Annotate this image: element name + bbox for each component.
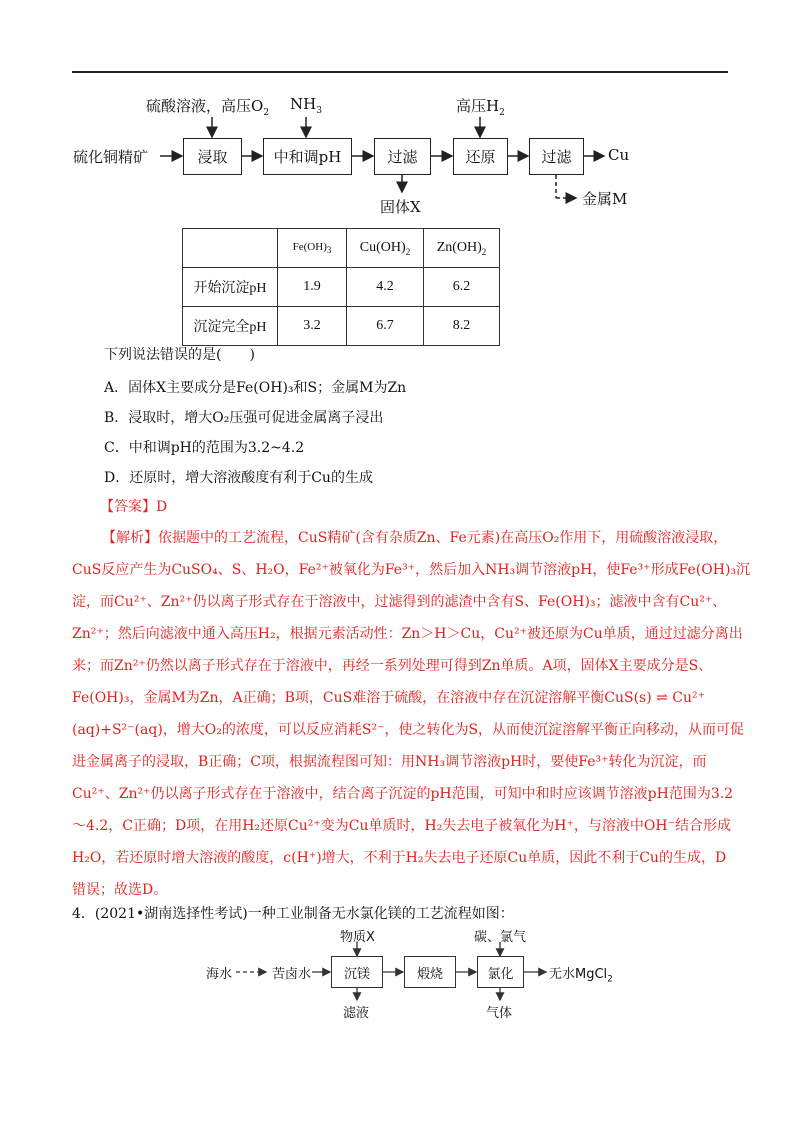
leach-input-label: 硫酸溶液，高压$O_2$ xyxy=(146,97,270,118)
analysis-line: H₂O，若还原时增大溶液的酸度，c(H⁺)增大，不利于H₂失去电子还原Cu单质，因此不利于Cu的生成，D xyxy=(72,850,727,866)
flow2-arrows xyxy=(0,920,800,1030)
step-reduce: 还原 xyxy=(453,138,508,175)
product-mgcl2-label: 无水MgCl$_2$ xyxy=(549,967,613,985)
analysis-line: CuS反应产生为CuSO₄、S、H₂O，Fe²⁺被氧化为Fe³⁺，然后加入NH₃调节溶液pH，使Fe³⁺形成Fe(OH)₃沉 xyxy=(72,562,751,578)
analysis-line: Cu²⁺、Zn²⁺仍以离子形式存在于溶液中，结合离子沉淀的pH范围，可知中和时应该调节溶液pH范围为3.2 xyxy=(72,786,734,802)
metal-m-label: 金属M xyxy=(582,190,628,208)
filtrate-label: 滤液 xyxy=(343,1006,370,1021)
step-leaching: 浸取 xyxy=(183,138,242,175)
table-cell: 4.2 xyxy=(347,268,424,307)
step-precipitate-mg: 沉镁 xyxy=(331,956,383,988)
sea-water-label: 海水 xyxy=(206,967,233,982)
option-a: A．固体X主要成分是Fe(OH)₃和S；金属M为Zn xyxy=(104,380,407,396)
table-cell: 8.2 xyxy=(424,307,500,346)
step-chlorinate: 氯化 xyxy=(477,956,524,988)
h2-input-label: 高压$H_2$ xyxy=(456,97,505,118)
product-cu-label: Cu xyxy=(608,146,630,164)
substance-x-label: 物质X xyxy=(340,930,375,945)
question-stem: 下列说法错误的是( ) xyxy=(104,347,255,363)
option-b: B．浸取时，增大O₂压强可促进金属离子浸出 xyxy=(104,410,384,426)
table-header-cell: $Zn(OH)_2$ xyxy=(424,229,500,268)
answer-label: 【答案】D xyxy=(100,499,168,515)
question-4-stem: 4．(2021•湖南选择性考试)一种工业制备无水氯化镁的工艺流程如图： xyxy=(72,906,514,922)
table-cell: 3.2 xyxy=(278,307,347,346)
nh3-input-label: $NH_3$ xyxy=(290,95,322,116)
brine-label: 苦卤水 xyxy=(272,967,312,982)
table-cell: 1.9 xyxy=(278,268,347,307)
step-filter-2: 过滤 xyxy=(529,138,584,175)
ph-table xyxy=(182,228,500,346)
raw-material-label: 硫化铜精矿 xyxy=(73,148,149,166)
table-header-cell xyxy=(183,229,278,268)
analysis-paragraph xyxy=(72,522,751,906)
table-row xyxy=(183,307,500,346)
analysis-line: 淀，而Cu²⁺、Zn²⁺仍以离子形式存在于溶液中，过滤得到的滤渣中含有S、Fe(OH)₃；滤液中含有Cu²⁺、 xyxy=(72,594,727,610)
analysis-line: Fe(OH)₃，金属M为Zn，A正确；B项，CuS难溶于硫酸，在溶液中存在沉淀溶解平衡CuS(s) ⇌ Cu²⁺ xyxy=(72,690,706,706)
analysis-line: 来；而Zn²⁺仍然以离子形式存在于溶液中，再经一系列处理可得到Zn单质。A项，固体X主要成分是S、 xyxy=(72,658,713,674)
table-header-row xyxy=(183,229,500,268)
option-d: D．还原时，增大溶液酸度有利于Cu的生成 xyxy=(104,470,373,486)
solid-x-label: 固体X xyxy=(380,198,421,216)
table-row-label: 沉淀完全pH xyxy=(183,307,278,346)
analysis-line: 【解析】依据题中的工艺流程，CuS精矿(含有杂质Zn、Fe元素)在高压O₂作用下，用硫酸溶液浸取， xyxy=(102,530,728,546)
step-calcine: 煅烧 xyxy=(404,956,456,988)
gas-label: 气体 xyxy=(486,1006,513,1021)
table-header-cell: $Fe(OH)_3$ xyxy=(278,229,347,268)
step-neutralize: 中和调pH xyxy=(263,138,352,175)
table-row-label: 开始沉淀pH xyxy=(183,268,278,307)
analysis-line: 进金属离子的浸取，B正确；C项，根据流程图可知：用NH₃调节溶液pH时，要使Fe³⁺转化为沉淀，而 xyxy=(72,754,707,770)
analysis-line: ～4.2，C正确；D项，在用H₂还原Cu²⁺变为Cu单质时，H₂失去电子被氧化为H⁺，与溶液中OH⁻结合形成 xyxy=(72,818,731,834)
table-row xyxy=(183,268,500,307)
analysis-line: Zn²⁺；然后向滤液中通入高压H₂，根据元素活动性：Zn＞H＞Cu，Cu²⁺被还原为Cu单质，通过过滤分离出 xyxy=(72,626,743,642)
analysis-line: (aq)+S²⁻(aq)，增大O₂的浓度，可以反应消耗S²⁻，使之转化为S，从而使沉淀溶解平衡正向移动，从而可促 xyxy=(72,722,745,738)
option-c: C．中和调pH的范围为3.2~4.2 xyxy=(104,440,305,456)
step-filter-1: 过滤 xyxy=(374,138,431,175)
carbon-chlorine-label: 碳、氯气 xyxy=(474,930,527,945)
analysis-line: 错误；故选D。 xyxy=(72,882,168,898)
table-cell: 6.7 xyxy=(347,307,424,346)
table-cell: 6.2 xyxy=(424,268,500,307)
table-header-cell: $Cu(OH)_2$ xyxy=(347,229,424,268)
